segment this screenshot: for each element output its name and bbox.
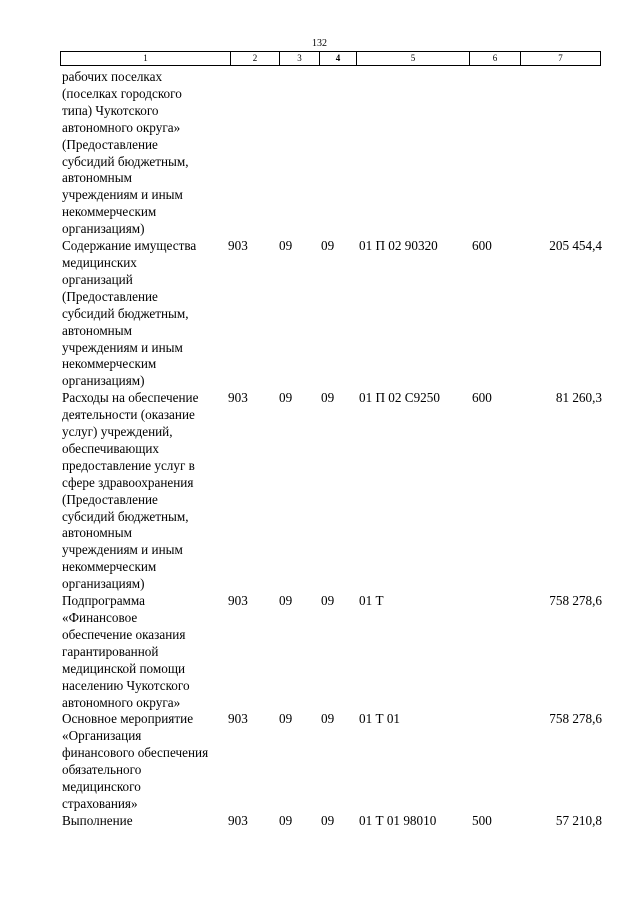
- row-name-line: учреждениям и иным: [62, 187, 183, 203]
- cell-c2: 903: [228, 238, 248, 254]
- row-name-line: страхования»: [62, 795, 138, 811]
- row-name-line: финансового обеспечения: [62, 745, 209, 761]
- cell-c5: 01 Т 01 98010: [359, 812, 437, 828]
- row-name-line: субсидий бюджетным,: [62, 305, 189, 321]
- row-name-line: медицинских: [62, 254, 137, 270]
- row-name-line: некоммерческим: [62, 204, 157, 220]
- row-name-line: автономного округа»: [62, 119, 181, 135]
- row-name: [62, 711, 230, 812]
- table-row: [62, 711, 602, 812]
- row-name-line: Подпрограмма: [62, 593, 146, 609]
- row-name-line: «Организация: [62, 728, 142, 744]
- header-col-2: 2: [231, 52, 280, 65]
- row-name-line: организациям): [62, 373, 145, 389]
- row-name-line: (Предоставление: [62, 288, 158, 304]
- row-name: [62, 813, 230, 830]
- row-name-line: организаций: [62, 271, 133, 287]
- row-name-line: Содержание имущества: [62, 238, 197, 254]
- row-name-line: Расходы на обеспечение: [62, 390, 199, 406]
- cell-c2: 903: [228, 711, 248, 727]
- table-row: [62, 813, 602, 830]
- row-name-line: сфере здравоохранения: [62, 474, 194, 490]
- row-name-line: Выполнение: [62, 812, 133, 828]
- cell-c5: 01 П 02 90320: [359, 238, 438, 254]
- cell-c3: 09: [279, 390, 293, 406]
- cell-c6: 600: [472, 390, 492, 406]
- cell-c4: 09: [321, 711, 335, 727]
- row-name-line: деятельности (оказание: [62, 407, 195, 423]
- row-name-line: обязательного: [62, 762, 142, 778]
- cell-c2: 903: [228, 390, 248, 406]
- row-name-line: субсидий бюджетным,: [62, 508, 189, 524]
- row-name-line: (Предоставление: [62, 136, 158, 152]
- cell-c7: 81 260,3: [555, 390, 602, 406]
- row-name: [62, 238, 230, 390]
- row-name-line: населению Чукотского: [62, 677, 190, 693]
- header-col-6: 6: [470, 52, 521, 65]
- row-name-line: предоставление услуг в: [62, 457, 195, 473]
- row-name: [62, 390, 230, 593]
- cell-c5: 01 Т 01: [359, 711, 401, 727]
- cell-c5: 01 Т: [359, 593, 384, 609]
- cell-c7: 57 210,8: [555, 812, 602, 828]
- cell-c7: 758 278,6: [549, 593, 602, 609]
- row-name-line: рабочих поселках: [62, 69, 163, 84]
- table-row: [62, 593, 602, 711]
- header-col-7: 7: [558, 53, 563, 63]
- cell-c3: 09: [279, 711, 293, 727]
- cell-c2: 903: [228, 812, 248, 828]
- cell-c3: 09: [279, 238, 293, 254]
- cell-c4: 09: [321, 390, 335, 406]
- table-row: [62, 238, 602, 390]
- row-name-line: типа) Чукотского: [62, 102, 159, 118]
- row-name-line: некоммерческим: [62, 356, 157, 372]
- cell-c6: 500: [472, 812, 492, 828]
- row-name-line: автономного округа»: [62, 694, 181, 710]
- header-col-5: 5: [357, 52, 470, 65]
- row-name-line: организациям): [62, 221, 145, 237]
- row-name-line: некоммерческим: [62, 559, 157, 575]
- row-name-line: услуг) учреждений,: [62, 424, 173, 440]
- row-name-line: (Предоставление: [62, 491, 158, 507]
- row-name-line: обеспечение оказания: [62, 626, 186, 642]
- row-name-line: обеспечивающих: [62, 440, 159, 456]
- row-name-line: учреждениям и иным: [62, 542, 183, 558]
- cell-c3: 09: [279, 812, 293, 828]
- cell-c7: 205 454,4: [549, 238, 602, 254]
- row-name: [62, 593, 230, 711]
- cell-c6: 600: [472, 238, 492, 254]
- row-name-line: организациям): [62, 576, 145, 592]
- header-col-3: 3: [280, 52, 320, 65]
- row-name-line: автономным: [62, 170, 132, 186]
- row-name-line: субсидий бюджетным,: [62, 153, 189, 169]
- table-body: [62, 69, 602, 830]
- page-number: 132: [312, 38, 327, 49]
- cell-c7: 758 278,6: [549, 711, 602, 727]
- table-row: [62, 69, 602, 238]
- row-name-line: автономным: [62, 525, 132, 541]
- header-col-1: 1: [61, 52, 231, 65]
- cell-c5: 01 П 02 С9250: [359, 390, 440, 406]
- row-name-line: Основное мероприятие: [62, 711, 194, 727]
- row-name-line: гарантированной: [62, 643, 159, 659]
- row-name-line: (поселках городского: [62, 85, 182, 101]
- row-name-line: медицинского: [62, 779, 141, 795]
- header-col-4: 4: [320, 52, 357, 65]
- table-row: [62, 390, 602, 593]
- cell-c3: 09: [279, 593, 293, 609]
- row-name-line: автономным: [62, 322, 132, 338]
- row-name-line: учреждениям и иным: [62, 339, 183, 355]
- row-name-line: медицинской помощи: [62, 660, 186, 676]
- cell-c4: 09: [321, 812, 335, 828]
- cell-c4: 09: [321, 593, 335, 609]
- row-name-line: «Финансовое: [62, 610, 138, 625]
- cell-c2: 903: [228, 593, 248, 609]
- cell-c4: 09: [321, 238, 335, 254]
- row-name: [62, 69, 230, 238]
- table-header: [60, 51, 601, 66]
